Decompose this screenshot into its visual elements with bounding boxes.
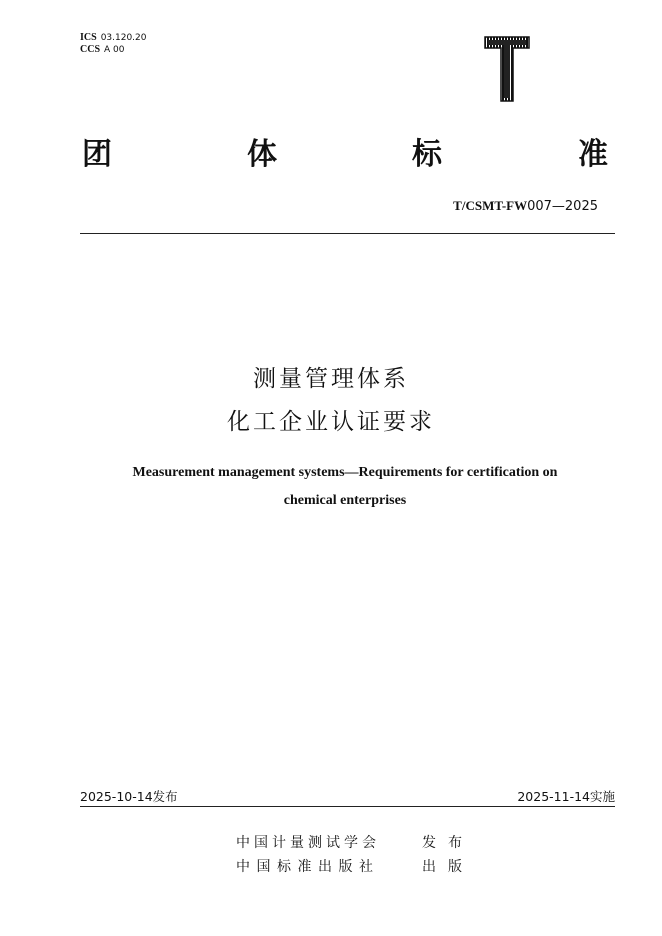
title-en-line-2: chemical enterprises (283, 493, 407, 508)
header-char-2: 体 (247, 137, 277, 172)
header-char-4: 准 (578, 137, 608, 172)
ccs-line: CCS A 00 (80, 44, 125, 55)
issue-date: 2025-10-14发布 (80, 789, 178, 804)
bottom-divider (80, 806, 615, 807)
printer-action: 出版 (422, 859, 474, 875)
title-cn-line-1: 测量管理体系 (253, 366, 409, 392)
title-cn-line-2: 化工企业认证要求 (227, 409, 435, 435)
top-divider (80, 233, 615, 234)
issuer-action: 发布 (422, 835, 474, 851)
standard-code (453, 198, 598, 214)
printer-name: 中国标准出版社 (236, 859, 380, 875)
group-standard-t-logo (484, 36, 530, 102)
standard-code-prefix: T/CSMT-FW (453, 198, 528, 213)
implement-date: 2025-11-14实施 (517, 789, 615, 804)
header-char-1: 团 (82, 137, 112, 172)
ics-line: ICS 03.120.20 (80, 32, 147, 43)
header-char-3: 标 (412, 137, 442, 172)
standard-code-number: 007—2025 (527, 199, 598, 214)
classification-codes (80, 32, 147, 56)
issuer-name: 中国计量测试学会 (236, 835, 380, 851)
title-en-line-1: Measurement management systems—Requirements for certification on (132, 465, 558, 480)
